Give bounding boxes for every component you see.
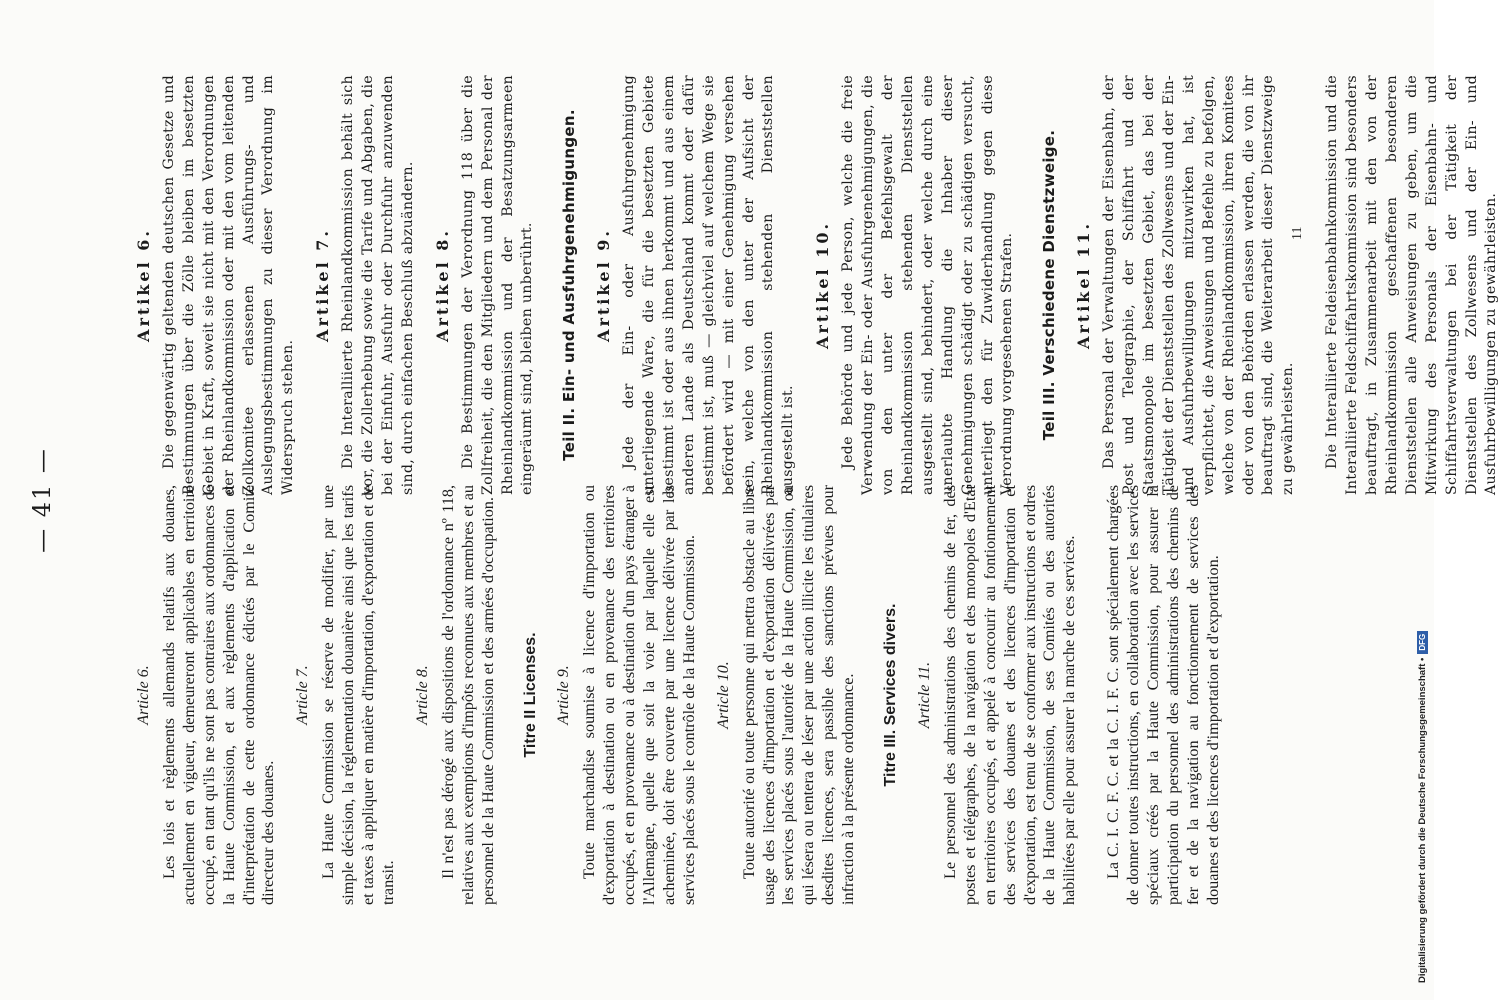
titre-2-heading: Titre II Licenses. bbox=[521, 632, 539, 758]
french-column bbox=[120, 485, 1224, 905]
digitization-credit bbox=[1417, 8, 1435, 988]
article-10-text-de: Jede Behörde und jede Person, welche die freie Verwendung der Ein- oder Ausfuhrgenehmigungen, die von den unter der Befehlsgewalt der Rheinlandkommission stehenden Dienststellen ausgestellt sind, behindert, oder welche durch eine unerlaubte Handlung die Inhaber dieser Genehmigungen schädigt oder zu schädigen versucht, unterliegt den für Zuwiderhandlung gegen diese Verordnung vorgesehenen Strafen. bbox=[840, 75, 1016, 495]
teil-3-heading: Teil III. Verschiedene Dienstzweige. bbox=[1040, 129, 1059, 441]
titre-3-heading: Titre III. Services divers. bbox=[882, 603, 900, 787]
article-11-title-de: Artikel 11. bbox=[1074, 220, 1094, 350]
article-11-text2-de: Die Interalliierte Feldeisenbahnkommission und die Interalliierte Feldschiffahrtskommission sind besonders beauftragt, in Zusammenarbeit mit den von der Rheinlandkommission geschaffenen besonderen Dienststellen alle Anweisungen zu geben, um die Mitwirkung des Personals der Eisenbahn- und Schiffahrtsverwaltungen bei der Tätigkeit der Dienststellen des Zollwesens und der Ein- und Ausfuhrbewilligungen zu gewährleisten. bbox=[1324, 75, 1500, 495]
dfg-logo: DFG bbox=[1417, 631, 1428, 654]
page-number-header: — 41 — bbox=[28, 447, 56, 553]
article-7-text-de: Die Interalliierte Rheinlandkommission behält sich vor, die Zollerhebung sowie die Tarife und Abgaben, die bei der Einfuhr, Ausfuhr oder Durchfuhr anzuwenden sind, durch einfachen Beschluß abzuändern. bbox=[340, 75, 416, 495]
article-10-title-de: Artikel 10. bbox=[813, 220, 833, 350]
article-6-text-de: Die gegenwärtig geltenden deutschen Gesetze und Bestimmungen über die Zölle bleiben im besetzten Gebiet in Kraft, soweit sie nicht mit den Verordnungen der Rheinlandkommission oder mit den vom leitenden Zollkomitee erlassenen Ausführungs- und Auslegungsbestimmungen zu dieser Verordnung im Widerspruch stehen. bbox=[160, 75, 297, 495]
footer-page-number: 11 bbox=[1290, 226, 1305, 240]
article-8-title-de: Artikel 8. bbox=[432, 228, 452, 342]
article-10-text-fr: Toute autorité ou toute personne qui mettra obstacle au libre usage des licences d'importation et d'exportation délivrées par les services placés sous l'autorité de la Haute Commission, ou qui lésera ou tentera de léser par une action illicite les titulaires desdites licences, sera passible des sanctions prévues pour infraction à la présente ordonnance. bbox=[739, 485, 858, 905]
article-11-text1-fr: Le personnel des administrations des chemins de fer, des postes et télégraphes, de la navigation et des monopoles d'Etat en territoires occupés, et appelé à concourir au fontionnement des services des douanes et des licences d'importation et d'exportation, est tenu de se conformer aux instructions et ordres de la Haute Commission, de ses Comités ou des autorités habilitées par elle pour assurer la marche de ces services. bbox=[940, 485, 1079, 905]
article-11-title-fr: Article 11. bbox=[916, 661, 933, 729]
article-9-title-de: Artikel 9. bbox=[594, 228, 614, 342]
article-6-title-de: Artikel 6. bbox=[134, 228, 153, 342]
article-9-text-de: Jede der Ein- oder Ausfuhrgenehmigung unterliegende Ware, die für die besetzten Gebiete bestimmt ist oder aus ihnen herkommt und aus einem anderen Lande als Deutschland kommt oder dafür bestimmt ist, muß — gleichviel auf welchem Wege sie befördert wird — mit einer Genehmigung versehen sein, welche von den unter der Aufsicht der Rheinlandkommission stehenden Dienststellen ausgestellt ist. bbox=[621, 75, 797, 495]
credit-text: Digitalisierung gefördert durch die Deutsche Forschungsgemeinschaft • bbox=[1417, 657, 1428, 983]
article-11-text2-fr: La C. I. C. F. C. et la C. I. F. C. sont spécialement chargées de donner toutes instructions, en collaboration avec les services spéciaux créés par la Haute Commission, pour assurer la participation du personnel des administrations des chemins de fer et de la navigation au fonctionnement de services des douanes et des licences d'importation et d'exportation. bbox=[1104, 485, 1222, 905]
article-11-text1-de: Das Personal der Verwaltungen der Eisenbahn, der Post und Telegraphie, der Schiffahrt und der Staatsmonopole im besetzten Gebiet, das bei der Tätigkeit der Dienststellen des Zollwesens und der Ein- und Ausfuhrbewilligungen mitzuwirken hat, ist verpflichtet, die Anweisungen und Befehle zu befolgen, welche von der Rheinlandkommission, ihren Komitees oder von den Behörden erlassen werden, die von ihr beauftragt sind, die Weiterarbeit dieser Dienstzweige zu gewährleisten. bbox=[1101, 75, 1297, 495]
german-column bbox=[120, 75, 1502, 495]
article-8-text-de: Die Bestimmungen der Verordnung 118 über die Zollfreiheit, die den Mitgliedern und dem Personal der Rheinlandkommission und der Besatzungsarmeen eingeräumt sind, bleiben unberührt. bbox=[459, 75, 536, 495]
article-8-text-fr: Il n'est pas dérogé aux dispositions de l'ordonnance nº 118, relatives aux exemptions d'impôts reconnues aux membres et au personnel de la Haute Commission et des armées d'occupation. bbox=[438, 485, 497, 905]
article-7-title-fr: Article 7. bbox=[294, 665, 312, 725]
article-9-text-fr: Toute marchandise soumise à licence d'importation ou d'exportation à destination ou en provenance des territoires occupés, et en provenance ou à destination d'un pays étranger à l'Allemagne, quelle que soit la voie par laquelle elle est acheminée, doit être couverte par une licence délivrée par les services placés sous le contrôle de la Haute Commission. bbox=[580, 485, 698, 905]
article-7-text-fr: La Haute Commission se réserve de modifier, par une simple décision, la réglementation douanière ainsi que les tarifs et taxes à appliquer en matière d'importation, d'exportation et de transit. bbox=[319, 485, 397, 905]
article-7-title-de: Artikel 7. bbox=[313, 228, 333, 342]
article-6-title-fr: Article 6. bbox=[135, 665, 152, 725]
teil-2-heading: Teil II. Ein- und Ausfuhrgenehmigungen. bbox=[560, 109, 579, 461]
article-10-title-fr: Article 10. bbox=[714, 661, 732, 729]
article-8-title-fr: Article 8. bbox=[413, 665, 431, 725]
article-6-text-fr: Les lois et règlements allemands relatifs aux douanes, actuellement en vigueur, demeureront applicables en territoire occupé, en tant qu'ils ne sont pas contraires aux ordonnances de la Haute Commission, et aux règlements d'application et d'interprétation de cette ordonnance édictés par le Comité directeur des douanes. bbox=[159, 485, 278, 905]
article-9-title-fr: Article 9. bbox=[555, 665, 573, 725]
